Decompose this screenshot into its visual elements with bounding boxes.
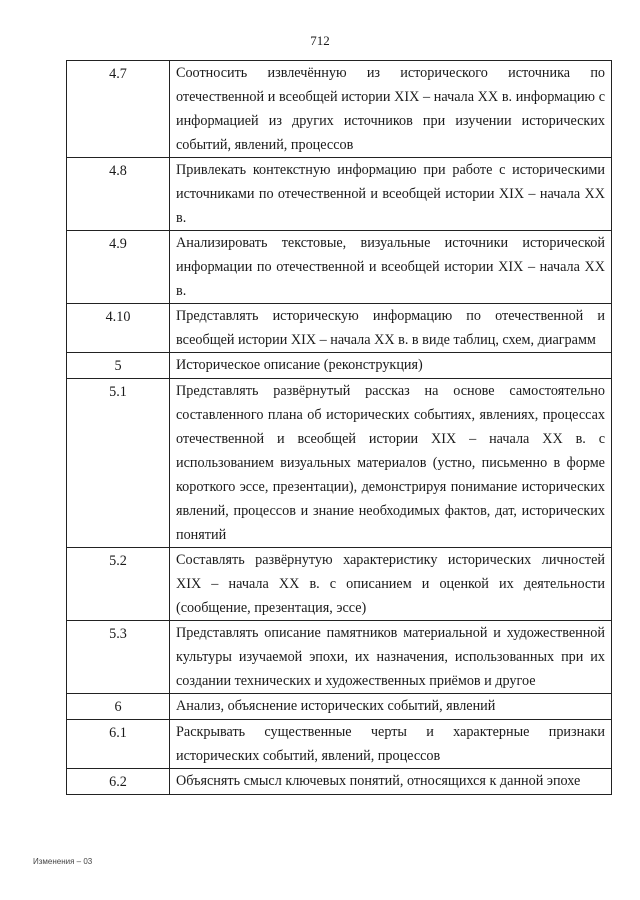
row-number: 4.7 (67, 61, 170, 158)
row-text: Соотносить извлечённую из исторического источника по отечественной и всеобщей истории XIX – начала XX в. информацию с информацией из других источников при изучении исторических событий, явлений, процессов (170, 61, 612, 158)
table-row (67, 304, 612, 353)
table-row (67, 158, 612, 231)
row-number: 6 (67, 694, 170, 720)
row-text: Представлять описание памятников материальной и художественной культуры изучаемой эпохи, их назначения, использованных при их создании технических и художественных приёмов и другое (170, 621, 612, 694)
row-text: Составлять развёрнутую характеристику исторических личностей XIX – начала XX в. с описанием и оценкой их деятельности (сообщение, презентация, эссе) (170, 548, 612, 621)
row-number: 4.10 (67, 304, 170, 353)
table-row (67, 379, 612, 548)
row-text: Анализ, объяснение исторических событий, явлений (170, 694, 612, 720)
footer-revision: Изменения – 03 (33, 857, 93, 866)
table-row-section-heading (67, 694, 612, 720)
requirements-table (66, 60, 612, 795)
row-text: Объяснять смысл ключевых понятий, относящихся к данной эпохе (170, 769, 612, 795)
table-row (67, 548, 612, 621)
row-text: Представлять развёрнутый рассказ на основе самостоятельно составленного плана об исторических событиях, явлениях, процессах отечественной и всеобщей истории XIX – начала XX в. с использованием визуальных материалов (устно, письменно в форме короткого эссе, презентации), демонстрируя понимание исторических явлений, процессов и знание необходимых фактов, дат, исторических понятий (170, 379, 612, 548)
page-number: 712 (310, 33, 330, 48)
row-text: Историческое описание (реконструкция) (170, 353, 612, 379)
row-text: Анализировать текстовые, визуальные источники исторической информации по отечественной и всеобщей истории XIX – начала XX в. (170, 231, 612, 304)
row-number: 5.1 (67, 379, 170, 548)
table-row (67, 621, 612, 694)
row-number: 4.8 (67, 158, 170, 231)
row-text: Представлять историческую информацию по отечественной и всеобщей истории XIX – начала XX в. в виде таблиц, схем, диаграмм (170, 304, 612, 353)
row-number: 5.2 (67, 548, 170, 621)
row-number: 6.1 (67, 720, 170, 769)
table-row-section-heading (67, 353, 612, 379)
table-row (67, 231, 612, 304)
table-row (67, 61, 612, 158)
row-number: 5.3 (67, 621, 170, 694)
row-text: Привлекать контекстную информацию при работе с историческими источниками по отечественной и всеобщей истории XIX – начала XX в. (170, 158, 612, 231)
row-text: Раскрывать существенные черты и характерные признаки исторических событий, явлений, процессов (170, 720, 612, 769)
table-row (67, 720, 612, 769)
table-row (67, 769, 612, 795)
row-number: 6.2 (67, 769, 170, 795)
row-number: 4.9 (67, 231, 170, 304)
row-number: 5 (67, 353, 170, 379)
